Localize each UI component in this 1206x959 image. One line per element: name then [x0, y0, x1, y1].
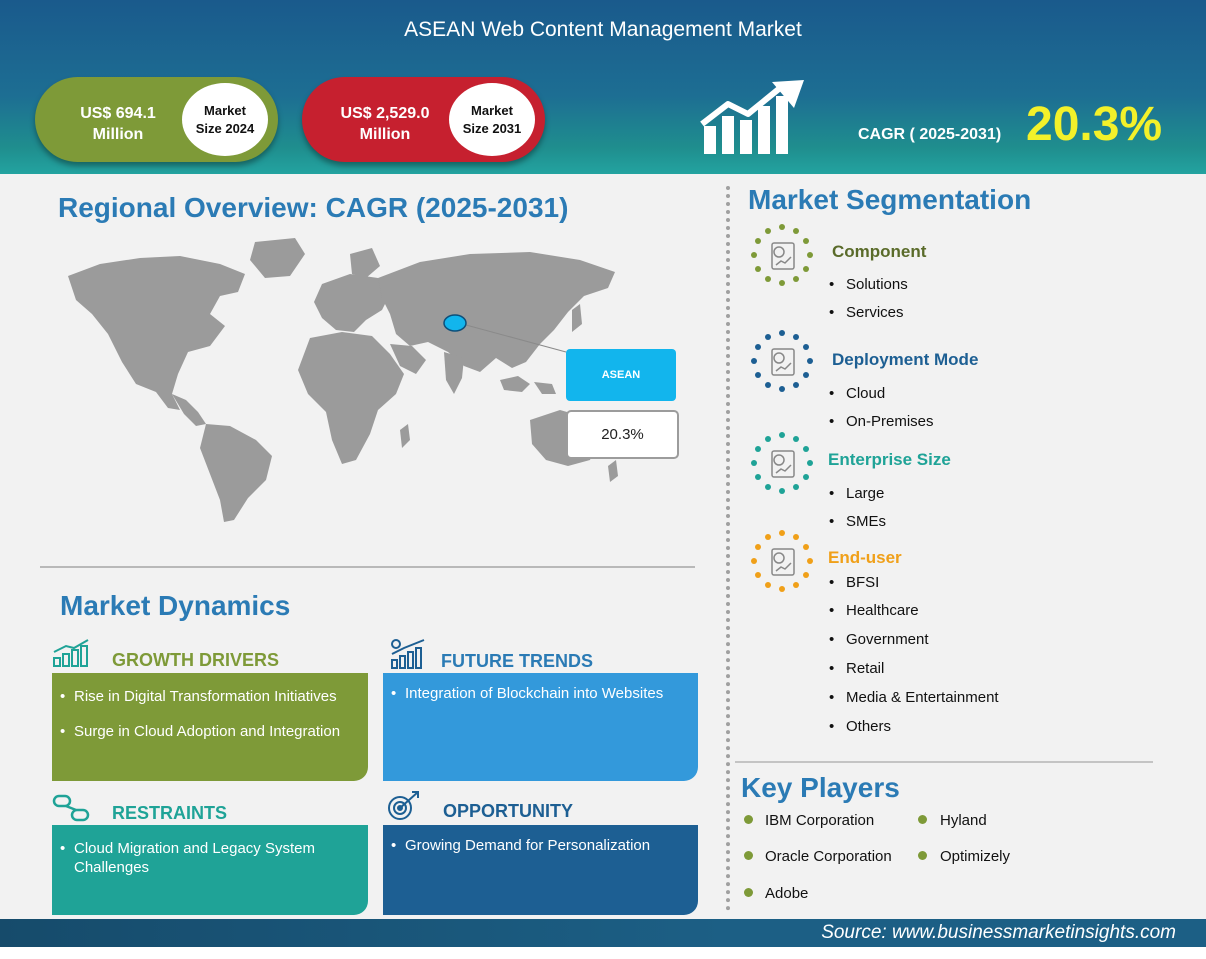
bullet-dot: [744, 851, 753, 860]
trend-chart-icon: [388, 638, 428, 670]
market-size-2031-value: US$ 2,529.0 Million: [340, 105, 430, 143]
future-trends-box: [383, 673, 698, 781]
future-trends-title: FUTURE TRENDS: [441, 651, 593, 671]
segment-item: • Healthcare: [846, 602, 919, 619]
segment-item: • Media & Entertainment: [846, 689, 999, 706]
list-item: • Integration of Blockchain into Websites: [391, 684, 678, 703]
chain-icon: [52, 792, 92, 824]
growth-drivers-box: [52, 673, 368, 781]
regional-overview-title: Regional Overview: CAGR (2025-2031): [58, 192, 569, 223]
growth-drivers-title: GROWTH DRIVERS: [112, 650, 280, 670]
segment-title-deployment-mode: Deployment Mode: [832, 350, 979, 369]
segment-icon: [748, 330, 816, 394]
market-size-2024-card: [35, 77, 278, 162]
market-segmentation-title: Market Segmentation: [748, 184, 1032, 215]
key-players-title: Key Players: [741, 772, 900, 803]
cagr-label: CAGR ( 2025-2031): [858, 126, 1002, 143]
section-divider: [40, 566, 695, 568]
key-player-item: IBM Corporation: [765, 812, 875, 829]
list-item: • Cloud Migration and Legacy System Challenges: [60, 839, 348, 877]
column-divider: [726, 186, 730, 911]
market-size-2031-label: Market Size 2031: [449, 83, 535, 156]
bar-chart-icon: [52, 638, 92, 668]
market-size-2031-card: [302, 77, 545, 162]
segment-item: • Solutions: [846, 276, 908, 293]
asean-region-label: ASEAN: [566, 349, 676, 401]
asean-region-cagr: 20.3%: [566, 410, 679, 459]
segment-icon: [748, 224, 816, 288]
footer-bar: [0, 919, 1206, 947]
segment-item: • BFSI: [846, 574, 879, 591]
list-item: • Surge in Cloud Adoption and Integration: [60, 722, 348, 741]
segment-item: • Cloud: [846, 385, 885, 402]
key-player-item: Hyland: [940, 812, 987, 829]
target-gear-icon: [384, 790, 424, 822]
key-player-item: Optimizely: [940, 848, 1011, 865]
page-title: ASEAN Web Content Management Market: [404, 18, 802, 41]
segment-item: • Services: [846, 304, 904, 321]
content-area: [0, 174, 1206, 919]
key-player-item: Adobe: [765, 885, 809, 902]
bullet-dot: [744, 815, 753, 824]
segment-item: • Large: [846, 485, 884, 502]
market-size-2024-value: US$ 694.1 Million: [80, 105, 156, 143]
key-player-item: Oracle Corporation: [765, 848, 892, 865]
segment-item: • On-Premises: [846, 413, 934, 430]
segment-item: • Government: [846, 631, 929, 648]
bullet-dot: [918, 815, 927, 824]
restraints-title: RESTRAINTS: [112, 803, 228, 823]
restraints-box: [52, 825, 368, 915]
segment-item: • Others: [846, 718, 891, 735]
list-item: • Rise in Digital Transformation Initiatives: [60, 687, 348, 706]
segment-title-enterprise-size: Enterprise Size: [828, 450, 951, 469]
segment-icon: [748, 432, 816, 496]
opportunity-box: [383, 825, 698, 915]
growth-chart-icon: [700, 78, 810, 156]
bullet-dot: [918, 851, 927, 860]
opportunity-title: OPPORTUNITY: [443, 801, 574, 821]
bullet-dot: [744, 888, 753, 897]
market-dynamics-title: Market Dynamics: [60, 590, 291, 621]
market-size-2024-label: Market Size 2024: [182, 83, 268, 156]
world-map: [60, 234, 640, 524]
segment-title-component: Component: [832, 242, 927, 261]
section-divider: [735, 761, 1153, 763]
source-link[interactable]: Source: www.businessmarketinsights.com: [821, 922, 1176, 943]
segment-item: • SMEs: [846, 513, 886, 530]
segment-title-end-user: End-user: [828, 548, 902, 567]
list-item: • Growing Demand for Personalization: [391, 836, 678, 855]
header-banner: [0, 0, 1206, 174]
cagr-value: 20.3%: [1026, 98, 1163, 151]
segment-icon: [748, 530, 816, 594]
segment-item: • Retail: [846, 660, 884, 677]
